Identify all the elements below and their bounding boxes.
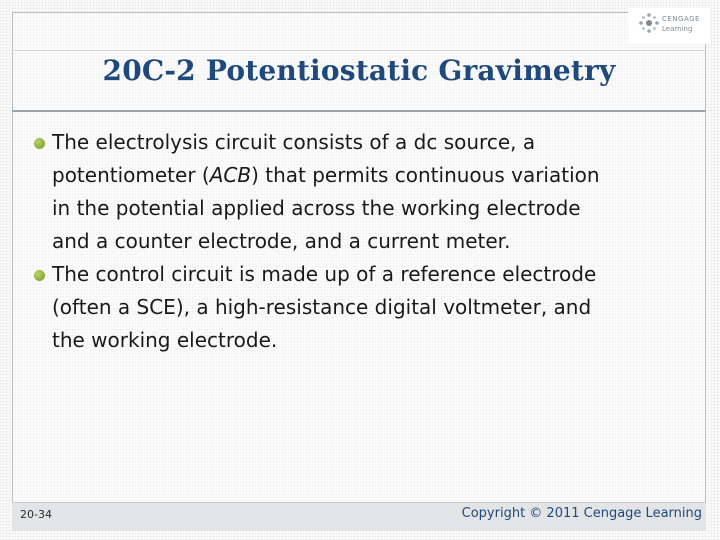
slide-title: 20C-2 Potentiostatic Gravimetry xyxy=(102,54,616,87)
cengage-logo-icon xyxy=(638,12,660,34)
bullet-line: The electrolysis circuit consists of a dc source, a xyxy=(52,130,536,154)
bullet-line: and a counter electrode, and a current meter. xyxy=(52,229,511,253)
title-underline xyxy=(12,110,706,112)
bullet-item xyxy=(34,258,694,357)
bullet-line: The control circuit is made up of a reference electrode xyxy=(52,262,597,286)
slide-number: 20-34 xyxy=(20,508,52,521)
logo-name: CENGAGE xyxy=(662,15,700,23)
title-top-rule xyxy=(12,50,706,51)
bullet-item xyxy=(34,126,694,258)
logo-subtitle: Learning xyxy=(662,25,693,33)
bullet-icon xyxy=(34,270,45,281)
bullet-list xyxy=(34,126,694,357)
bullet-line: potentiometer (ACB) that permits continuous variation xyxy=(52,163,600,187)
bullet-line: (often a SCE), a high-resistance digital voltmeter, and xyxy=(52,295,592,319)
copyright-notice: Copyright © 2011 Cengage Learning xyxy=(461,506,702,521)
bullet-icon xyxy=(34,138,45,149)
bullet-line: in the potential applied across the working electrode xyxy=(52,196,581,220)
bullet-line: the working electrode. xyxy=(52,328,278,352)
